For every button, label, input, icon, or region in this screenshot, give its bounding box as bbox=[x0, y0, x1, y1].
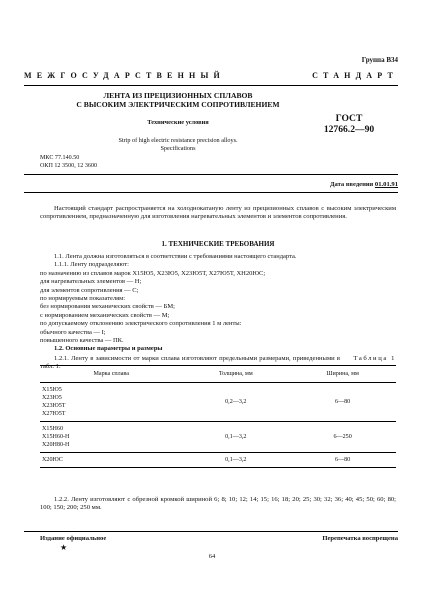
footer-rule bbox=[24, 531, 398, 532]
subsection-1-2-heading: 1.2. Основные параметры и размеры bbox=[54, 345, 163, 353]
top-rule bbox=[24, 85, 398, 86]
reprint-prohibited: Перепечатка воспрещена bbox=[322, 535, 398, 542]
grade: Х20Н80-Н bbox=[42, 442, 70, 448]
list-line: по назначению из сплавов марок Х15Ю5, Х23Ю5, Х23Ю5Т, Х27Ю5Т, ХН20ЮС; bbox=[40, 269, 266, 277]
gost-designation bbox=[304, 113, 394, 135]
rule-above-date bbox=[24, 174, 398, 175]
rule-below-date bbox=[24, 192, 398, 193]
paragraph-1-2-2: 1.2.2. Ленту изготовляют с обрезной кромкой шириной 6; 8; 10; 12; 14; 15; 16; 18; 20; 25; 30; 32; 36; 40; 45; 50; 60; 80; 100; 150; 200; 250 мм. bbox=[40, 496, 396, 512]
header-thickness: Толщина, мм bbox=[182, 366, 289, 383]
gost-number: 12766.2—90 bbox=[323, 124, 375, 135]
section-1-heading: 1. ТЕХНИЧЕСКИЕ ТРЕБОВАНИЯ bbox=[161, 240, 275, 248]
title-line-1: ЛЕНТА ИЗ ПРЕЦИЗИОННЫХ СПЛАВОВ bbox=[103, 91, 253, 100]
grade: Х23Ю5 bbox=[42, 395, 62, 401]
english-title bbox=[62, 137, 294, 153]
okp-code: ОКП 12 3500, 12 3600 bbox=[40, 163, 98, 169]
document-title bbox=[62, 91, 294, 109]
thickness-cell: 0,1—3,2 bbox=[182, 422, 289, 453]
list-line: с нормированием механических свойств — М; bbox=[40, 311, 170, 319]
list-line: повышенного качества — ПК. bbox=[40, 337, 124, 345]
grade: Х15Ю5 bbox=[42, 387, 62, 393]
grade: Х15Н60-Н bbox=[42, 434, 70, 440]
list-line: по нормируемым показателям: bbox=[40, 295, 126, 303]
page-number: 64 bbox=[208, 553, 216, 560]
thickness-cell: 0,2—3,2 bbox=[225, 399, 247, 405]
list-line: для нагревательных элементов — Н; bbox=[40, 278, 142, 286]
width-cell: 6—80 bbox=[289, 453, 396, 468]
english-title-line-2: Specifications bbox=[160, 145, 196, 152]
list-line: обычного качества — I; bbox=[40, 328, 106, 336]
effective-date-value: 01.01.91 bbox=[374, 181, 398, 188]
banner-left: МЕЖГОСУДАРСТВЕННЫЙ bbox=[24, 71, 225, 80]
table-row bbox=[40, 453, 396, 468]
paragraph-1-2-1: 1.2.1. Ленту в зависимости от марки сплава изготовляют предельными размерами, приведенными в табл. 1. bbox=[40, 355, 340, 371]
english-title-line-1: Strip of high electric resistance precision alloys. bbox=[118, 137, 238, 144]
mks-code: МКС 77.140.50 bbox=[40, 155, 80, 161]
grade-cell bbox=[40, 453, 182, 468]
banner-right: СТАНДАРТ bbox=[312, 71, 398, 80]
document-subtitle: Технические условия bbox=[147, 119, 209, 126]
list-line: без нормирования механических свойств — БМ; bbox=[40, 303, 175, 311]
grade: Х20ЮС bbox=[42, 457, 63, 463]
gost-label: ГОСТ bbox=[335, 113, 363, 124]
title-line-2: С ВЫСОКИМ ЭЛЕКТРИЧЕСКИМ СОПРОТИВЛЕНИЕМ bbox=[76, 100, 280, 109]
table-header-row bbox=[40, 366, 396, 383]
grade: Х27Ю5Т bbox=[42, 411, 66, 417]
table-caption: Таблица 1 bbox=[353, 355, 396, 362]
classification-codes bbox=[40, 154, 97, 170]
effective-date-label: Дата введения bbox=[329, 181, 374, 188]
header-width: Ширина, мм bbox=[289, 366, 396, 383]
table-row bbox=[40, 422, 396, 453]
grade: Х15Н60 bbox=[42, 426, 63, 432]
official-edition: Издание официальное bbox=[40, 535, 107, 542]
width-cell: 6—80 bbox=[334, 399, 351, 405]
list-line: 1.1.1. Ленту подразделяют: bbox=[54, 261, 129, 269]
grade: Х23Ю5Т bbox=[42, 403, 66, 409]
grade-cell bbox=[40, 383, 182, 422]
star-icon: ★ bbox=[60, 543, 68, 552]
standard-banner bbox=[24, 71, 398, 83]
section-1-list bbox=[40, 253, 396, 354]
width-cell: 6—250 bbox=[289, 422, 396, 453]
group-code: Группа В34 bbox=[361, 56, 398, 64]
table-row bbox=[40, 383, 396, 422]
effective-date bbox=[330, 181, 398, 188]
list-line: 1.1. Лента должна изготовляться в соответствии с требованиями настоящего стандарта. bbox=[54, 253, 297, 260]
list-line: по допускаемому отклонению электрического сопротивления 1 м ленты: bbox=[40, 320, 242, 328]
table-1 bbox=[40, 365, 396, 468]
thickness-cell: 0,1—3,2 bbox=[182, 453, 289, 468]
header-grade: Марка сплава bbox=[40, 366, 182, 383]
list-line: для элементов сопротивления — С; bbox=[40, 286, 139, 294]
intro-paragraph: Настоящий стандарт распространяется на холоднокатаную ленту из прецизионных сплавов с высоким электрическим сопротивлением, предназначенную для изготовления нагревательных элементов и элементов сопротивления. bbox=[40, 205, 396, 221]
grade-cell bbox=[40, 422, 182, 453]
